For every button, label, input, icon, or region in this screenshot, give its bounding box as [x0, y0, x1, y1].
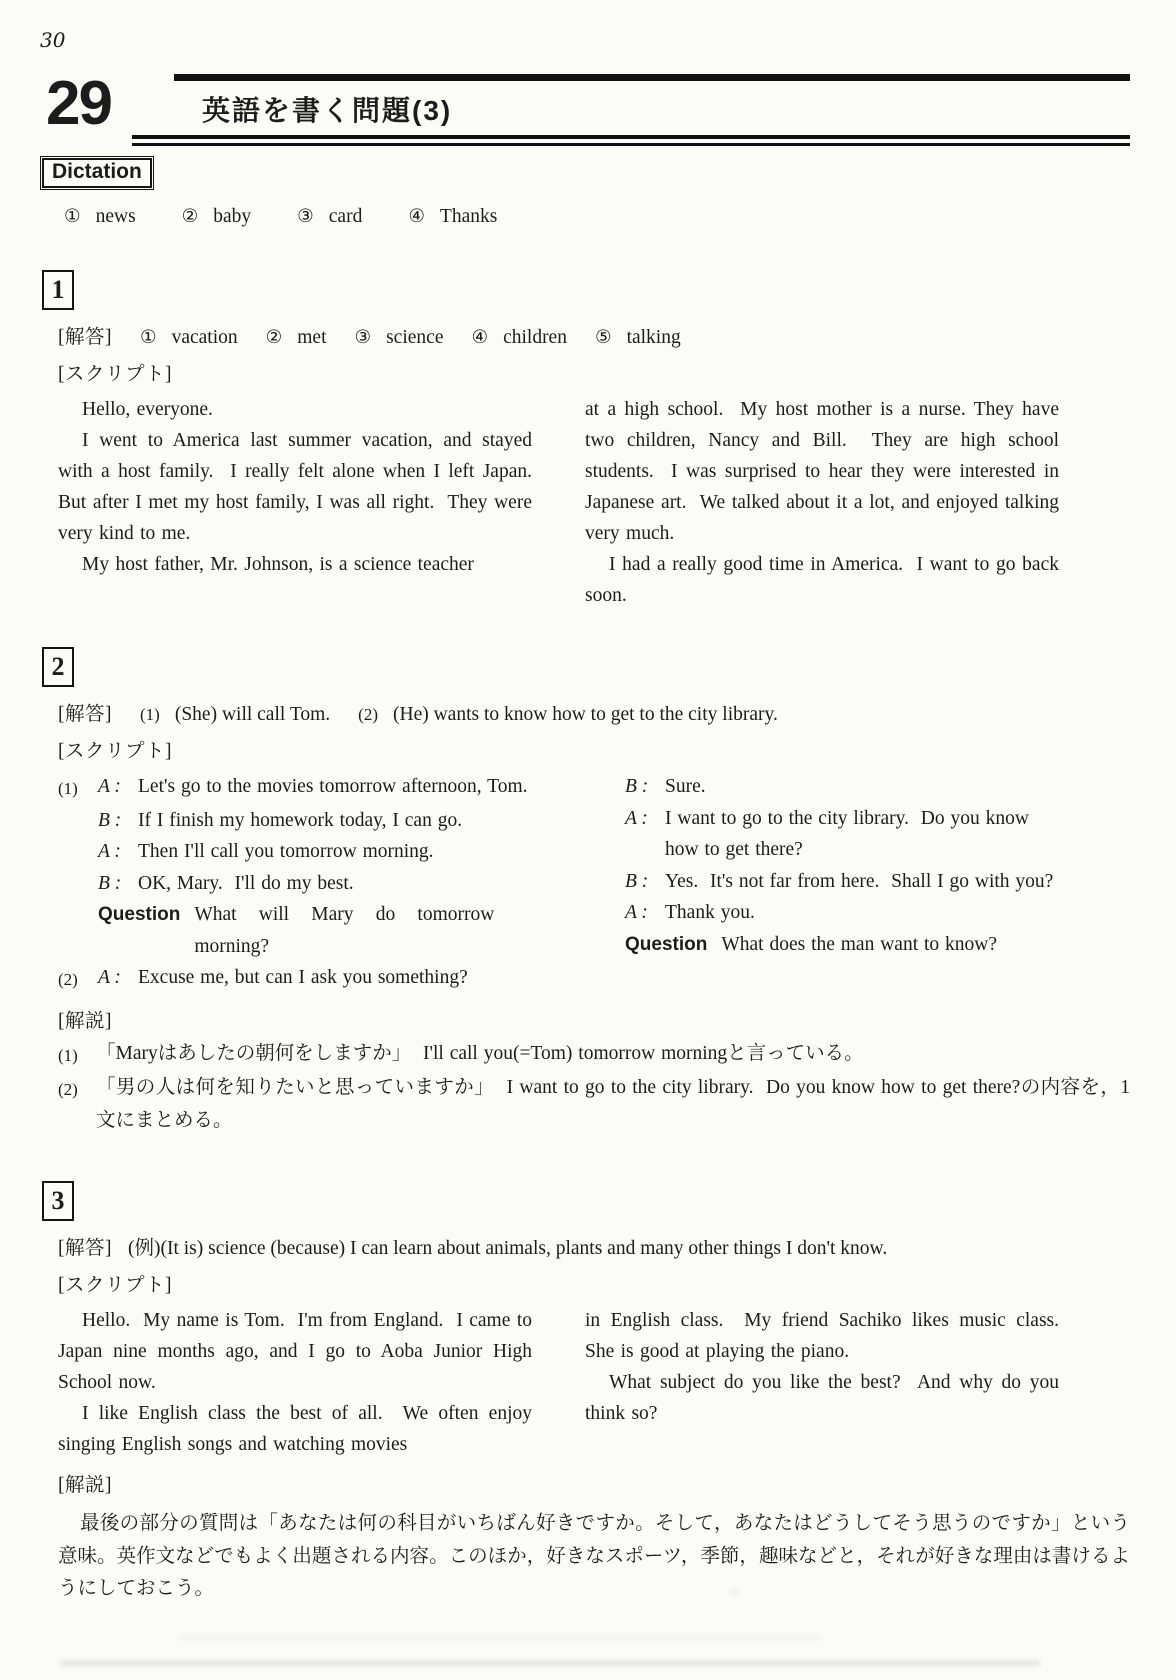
circled-number: ①: [140, 327, 157, 348]
dictation-word: news: [95, 206, 136, 227]
dictation-items: [64, 206, 1130, 228]
dictation-item: [297, 206, 362, 228]
script-label: [スクリプト]: [58, 364, 172, 385]
dialog-line: [585, 771, 1059, 803]
answer-label: [解答]: [58, 327, 112, 348]
dialog-line: [585, 803, 1059, 866]
dictation-label-text: Dictation: [52, 160, 142, 183]
kaisetsu-label: [解説]: [58, 1475, 112, 1496]
kaisetsu-item: [58, 1072, 1130, 1137]
circled-number: ③: [297, 206, 314, 227]
dictation-item: [408, 206, 497, 228]
dialog-number: [585, 897, 625, 929]
question-label: Question: [98, 904, 181, 925]
dialog-text: Sure.: [665, 776, 706, 797]
script-paragraph: at a high school. My host mother is a nurse. They have two children, Nancy and Bill. They are high school students. I was surprised to hear they were interested in Japanese art. We talked about it a lot, and enjoyed talking very much.: [585, 399, 1066, 544]
circled-number: ①: [64, 206, 81, 227]
script-paragraph: I had a really good time in America. I want to go back soon.: [585, 554, 1066, 606]
dialog-columns: [58, 771, 1130, 996]
script-paragraph: My host father, Mr. Johnson, is a science teacher: [82, 554, 474, 575]
dialog-speaker: A :: [98, 967, 121, 988]
answer-word: talking: [626, 327, 681, 348]
dialog-text: Then I'll call you tomorrow morning.: [138, 841, 434, 862]
section-1: [40, 270, 1130, 611]
kaisetsu-item-number: (1): [58, 1045, 78, 1065]
section-number-box: 1: [42, 270, 74, 310]
dialog-speaker: A :: [98, 841, 121, 862]
dialog-line: [58, 771, 532, 805]
answer-item-text: (She) will call Tom.: [174, 704, 331, 725]
dialog-number: [585, 929, 625, 961]
answer-word: vacation: [171, 327, 238, 348]
title-rule-bottom-2: [132, 143, 1130, 146]
answer-item-number: (1): [140, 705, 160, 724]
answer-text: (例)(It is) science (because) I can learn about animals, plants and many other things I don't know.: [128, 1238, 888, 1259]
dialog-number: (1): [58, 779, 78, 798]
script-label: [スクリプト]: [58, 1275, 172, 1296]
script-right-column: [585, 394, 1066, 611]
scan-artifact: [730, 1590, 740, 1594]
kaisetsu-item-number: (2): [58, 1080, 78, 1099]
answer-item: [471, 322, 566, 353]
circled-number: ②: [181, 206, 199, 227]
dialog-speaker: A :: [625, 807, 648, 829]
dialog-line: [58, 962, 532, 996]
answer-line: [58, 322, 1130, 353]
dialog-text: Let's go to the movies tomorrow afternoon, Tom.: [138, 776, 528, 797]
answer-label: [解答]: [58, 1238, 112, 1259]
dialog-text: Thank you.: [665, 902, 755, 923]
dialog-question-line: [58, 899, 532, 962]
dictation-label: [42, 158, 152, 188]
scan-artifact: [180, 1636, 820, 1640]
circled-number: ②: [265, 327, 283, 348]
circled-number: ④: [408, 206, 425, 227]
script-paragraph: Hello, everyone.: [82, 399, 213, 420]
section-number-box: 3: [42, 1181, 74, 1221]
kaisetsu-item-text: 「Maryはあしたの朝何をしますか」 I'll call you(=Tom) tomorrow morningと言っている。: [96, 1042, 864, 1064]
dictation-word: card: [328, 206, 363, 227]
kaisetsu-label: [解説]: [58, 1010, 112, 1032]
answer-item: [266, 322, 327, 353]
dialog-speaker: B :: [98, 809, 122, 831]
dialog-question-line: [585, 929, 1059, 961]
question-text: What does the man want to know?: [721, 933, 998, 955]
dialog-text: Yes. It's not far from here. Shall I go with you?: [665, 870, 1054, 892]
dialog-line: [58, 805, 532, 837]
circled-number: ④: [471, 327, 489, 348]
kaisetsu-item: [58, 1038, 1130, 1073]
dialog-right-column: [585, 771, 1059, 996]
title-rule-top: [174, 74, 1130, 81]
dialog-number: (2): [58, 970, 78, 989]
unit-title: 英語を書く問題(3): [202, 95, 453, 126]
dialog-speaker: B :: [625, 870, 649, 892]
dialog-speaker: B :: [98, 872, 122, 894]
dialog-text: Excuse me, but can I ask you something?: [138, 967, 468, 988]
answer-word: science: [386, 327, 444, 348]
unit-header: [40, 69, 1130, 146]
dialog-speaker: A :: [625, 902, 648, 923]
script-paragraph: What subject do you like the best? And why do you think so?: [585, 1372, 1066, 1424]
question-text: What will Mary do tomorrow morning?: [194, 904, 501, 957]
dialog-number: [58, 868, 98, 900]
script-label: [スクリプト]: [58, 741, 172, 762]
answer-item-text: (He) wants to know how to get to the city library.: [393, 704, 778, 725]
dialog-number: [585, 803, 625, 866]
dictation-word: Thanks: [439, 206, 498, 227]
answer-label: [解答]: [58, 704, 112, 725]
dictation-item: [64, 206, 136, 228]
dialog-number: [58, 899, 98, 962]
dialog-line: [58, 868, 532, 900]
page-number: 30: [40, 28, 66, 52]
dialog-line: [585, 866, 1059, 898]
dictation-item: [182, 206, 252, 228]
dialog-text: If I finish my homework today, I can go.: [138, 809, 463, 831]
dialog-number: [58, 836, 98, 868]
script-paragraph: in English class. My friend Sachiko likes music class. She is good at playing the piano.: [585, 1310, 1072, 1362]
dictation-word: baby: [213, 206, 252, 227]
script-paragraph: Hello. My name is Tom. I'm from England. I came to Japan nine months ago, and I go to Aoba Junior High School now.: [58, 1310, 539, 1393]
dialog-line: [585, 897, 1059, 929]
answer-item: [355, 322, 444, 353]
dialog-line: [58, 836, 532, 868]
kaisetsu-item-text: 「男の人は何を知りたいと思っていますか」 I want to go to the city library. Do you know how to get there?の内容を，1文にまとめる。: [96, 1077, 1130, 1131]
circled-number: ⑤: [594, 327, 612, 348]
answer-word: children: [503, 327, 567, 348]
answer-line: [58, 699, 1130, 730]
answer-item-number: (2): [358, 705, 378, 724]
dialog-text: OK, Mary. I'll do my best.: [138, 872, 354, 894]
question-label: Question: [625, 933, 708, 955]
section-3: [40, 1181, 1130, 1606]
script-paragraph: I went to America last summer vacation, and stayed with a host family. I really felt alone when I left Japan. But after I met my host family, I was all right. They were very kind to me.: [58, 430, 545, 544]
circled-number: ③: [354, 327, 372, 348]
script-columns: [58, 1305, 1130, 1460]
script-left-column: [58, 394, 545, 611]
script-columns: [58, 394, 1130, 611]
answer-word: met: [297, 327, 327, 348]
answer-item: [140, 322, 238, 353]
dialog-number: [585, 866, 625, 898]
kaisetsu-paragraph: 最後の部分の質問は「あなたは何の科目がいちばん好きですか。そして，あなたはどうしてそう思うのですか」という意味。英作文などでもよく出題される内容。このほか，好きなスポーツ，季節，趣味などと，それが好きな理由は書けるようにしておこう。: [58, 1513, 1130, 1599]
dialog-text: I want to go to the city library. Do you know how to get there?: [665, 807, 1035, 860]
script-paragraph: I like English class the best of all. We often enjoy singing English songs and watching movies: [58, 1403, 539, 1455]
dialog-speaker: B :: [625, 776, 649, 797]
scan-artifact: [60, 1660, 1040, 1666]
title-rule-bottom-1: [132, 135, 1130, 139]
answer-line: [58, 1233, 1130, 1264]
dialog-left-column: [58, 771, 532, 996]
unit-title-block: [152, 74, 1130, 146]
answer-item: [595, 322, 681, 353]
dialog-number: [585, 771, 625, 803]
dialog-speaker: A :: [98, 776, 121, 797]
script-right-column: [585, 1305, 1072, 1460]
unit-number: 29: [46, 69, 111, 138]
section-number-box: 2: [42, 647, 74, 687]
script-left-column: [58, 1305, 539, 1460]
dialog-number: [58, 805, 98, 837]
section-2: [40, 647, 1130, 1137]
